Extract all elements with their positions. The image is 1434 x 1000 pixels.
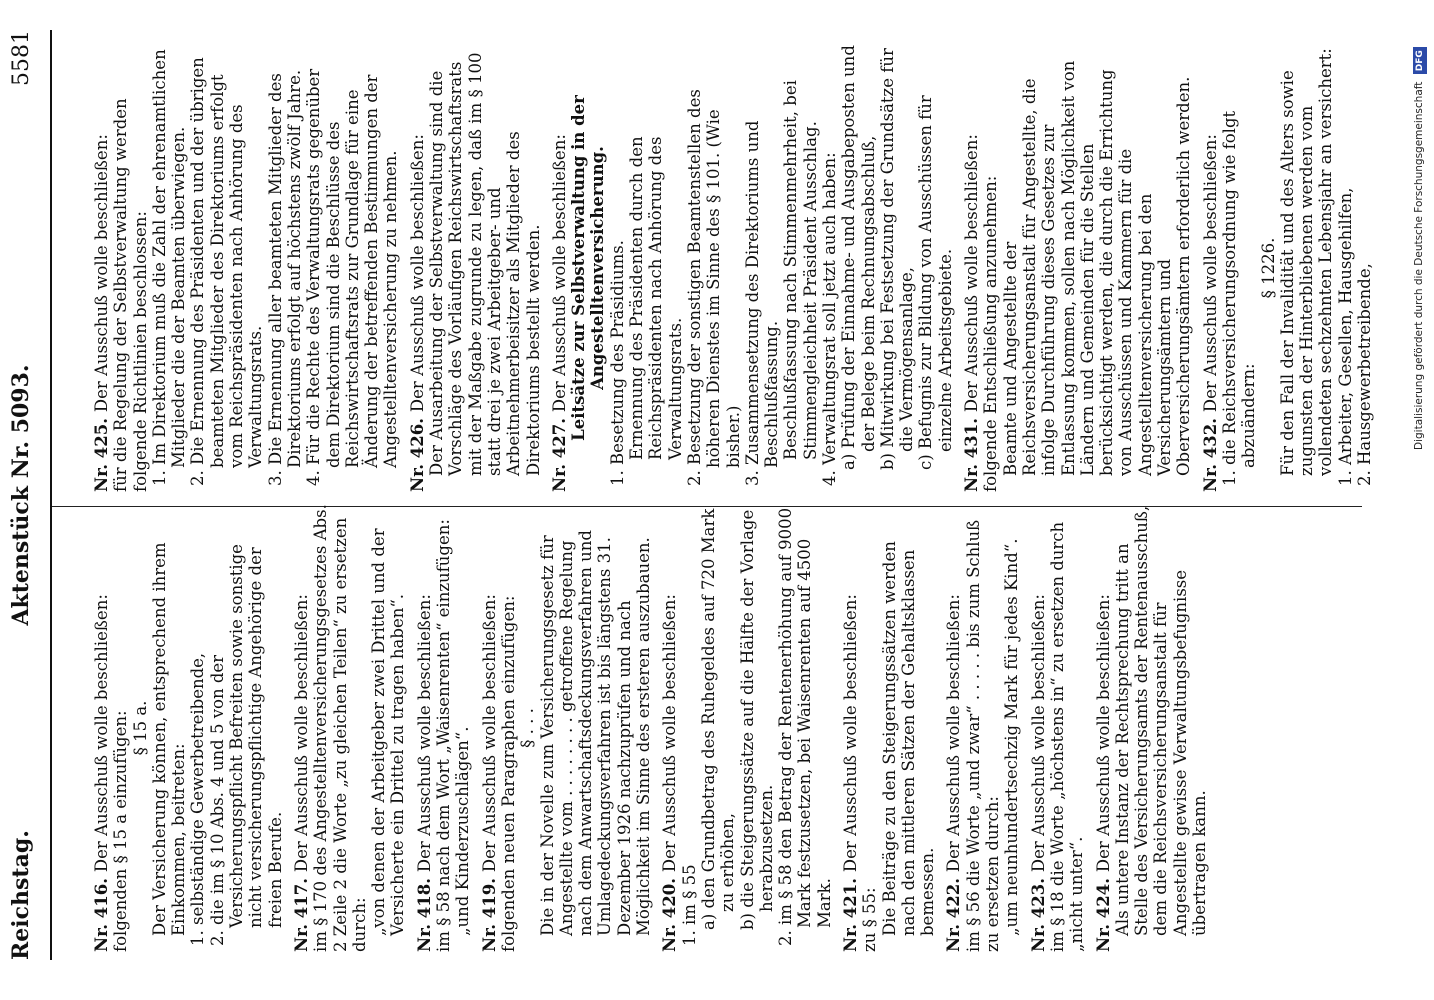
motion-text <box>518 504 537 952</box>
motion-number: Nr. 426. <box>407 418 427 492</box>
motion-line: im § 18 die Worte „höchstens in“ zu ersetzen durch „nicht unter“. <box>1047 521 1087 952</box>
motion-line: Beamte und Angestellte der Reichsversicherungsanstalt für Angestellte, die infolge Durchführung dieses Gesetzes zur Entlassung kommen, sollen nach Möglichkeit von Ländern und Gemeinden für die Stellen berücksichtigt werden, die durch die Errichtung von Ausschüssen und Kammern für die Angestelltenversicherung bei den Versicherungsämtern und Oberversicherungsämtern erforderlich werden. <box>1000 60 1194 476</box>
motion-line: 1. Arbeiter, Gesellen, Hausgehilfen, <box>1335 187 1355 486</box>
motion-text <box>111 504 130 952</box>
motion-text <box>608 44 627 492</box>
motion-line: folgende Entschließung anzunehmen: <box>981 175 1001 492</box>
motion-item <box>292 504 408 952</box>
motion-line: 1. selbständige Gewerbetreibende, <box>188 652 208 946</box>
motion-number: Nr. 432. <box>1200 418 1220 492</box>
motion-number: Nr. 425. <box>92 418 111 492</box>
motion-line: im § 170 des Angestelltenversicherungsgesetzes Abs. 2 Zeile 2 die Worte „zu gleichen Teilen“ zu ersetzen durch: <box>311 504 369 952</box>
motion-text <box>499 504 518 952</box>
motion-line: zu § 55: <box>860 887 880 952</box>
motion-text <box>304 44 400 492</box>
motion-item <box>92 44 401 492</box>
motion-text <box>685 44 743 492</box>
left-column <box>92 504 1216 952</box>
motion-line: § . . . <box>518 708 538 748</box>
motion-line: § 15 a. <box>130 700 150 756</box>
motion-line: b) die Steigerungssätze auf die Hälfte der Vorlage herabzusetzen. <box>737 509 776 930</box>
motion-number: Nr. 421. <box>840 878 860 952</box>
motion-line: Der Ausschuß wolle beschließen: <box>840 594 860 873</box>
motion-line: „um neunhundertsechzig Mark für jedes Kind“. <box>1002 538 1022 936</box>
motion-item <box>480 504 654 952</box>
motion-line: 4. Verwaltungsrat soll jetzt auch haben: <box>819 152 839 486</box>
motion-text <box>1113 504 1209 952</box>
motion-line: b) Mitwirkung bei Festsetzung der Grundsätze für die Vermögensanlage, <box>877 48 917 470</box>
motion-intro <box>408 44 427 492</box>
motion-line: Der Ausschuß wolle beschließen: <box>962 134 982 413</box>
motion-item <box>962 44 1194 492</box>
motion-item <box>1094 504 1210 952</box>
motion-text <box>266 44 305 492</box>
motion-intro <box>1029 504 1048 952</box>
motion-line: folgenden neuen Paragraphen einzufügen: <box>498 595 518 952</box>
motion-text <box>150 504 189 952</box>
motion-line: Der Ausschuß wolle beschließen: <box>1028 594 1048 873</box>
motion-text <box>150 44 189 492</box>
motion-text <box>839 44 878 492</box>
motion-line: Der Ausschuß wolle beschließen: <box>291 594 311 873</box>
motion-text <box>880 504 938 952</box>
motion-text <box>1259 44 1278 492</box>
motion-intro <box>92 504 111 952</box>
page-header <box>8 30 52 960</box>
motion-intro <box>1094 504 1113 952</box>
motion-line: folgenden § 15 a einzufügen: <box>111 710 131 952</box>
motion-intro <box>841 504 860 952</box>
motion-line: Die in der Novelle zum Versicherungsgesetz für Angestellte vom . . . . . . . . getroffene Regelung nach dem Anwartschaftsdeckungsverfahren und Umlagedeckungsverfahren ist bis längstens 31. Dezember 1926 nachzuprüfen und nach Möglichkeit im Sinne des ersteren auszubauen. <box>537 530 654 936</box>
motion-text <box>111 44 150 492</box>
motion-number: Nr. 418. <box>414 878 434 952</box>
motion-line: c) Befugnis zur Bildung von Ausschüssen für einzelne Arbeitsgebiete. <box>916 95 955 470</box>
motion-line: Der Versicherung können, entsprechend ihrem Einkommen, beitreten: <box>149 542 189 936</box>
motion-line: Der Ausschuß wolle beschließen: <box>1093 594 1113 873</box>
side-note <box>1408 30 1430 450</box>
motion-line: „von denen der Arbeitgeber zwei Drittel und der Versicherte ein Drittel zu tragen haben“. <box>369 528 408 936</box>
motion-line: Ernennung des Präsidenten durch den Reichspräsidenten nach Anhörung des Verwaltungsrats. <box>627 136 685 460</box>
motion-text <box>916 44 955 492</box>
motion-line: Der Ausarbeitung der Selbstverwaltung sind die Vorschläge des Vorläufigen Reichswirtschaftsrats mit der Maßgabe zugrunde zu legen, daß im § 100 statt drei je zwei Arbeitgeber- und Arbeitnehmerbeisitzer als Mitglieder des Direktoriums bestellt werden. <box>427 52 543 476</box>
motion-item <box>550 44 955 492</box>
motion-text <box>699 504 738 952</box>
motion-text <box>776 504 834 952</box>
motion-text <box>208 504 285 952</box>
motion-intro <box>92 44 111 492</box>
motion-item <box>408 44 543 492</box>
motion-line: 2. Die Ernennung des Präsidenten und der übrigen beamteten Mitglieder des Direktoriums erfolgt vom Reichspräsidenten nach Anhörung des Verwaltungsrats. <box>188 57 266 486</box>
motion-line: 2. Besetzung der sonstigen Beamtenstellen des höheren Dienstes im Sinne des § 101. (Wie bisher.) <box>684 89 743 486</box>
motion-number: Nr. 417. <box>291 878 311 952</box>
motion-text <box>743 44 782 492</box>
motion-item <box>660 504 834 952</box>
motion-text <box>860 504 879 952</box>
motion-text <box>878 44 917 492</box>
page-number: 5581 <box>9 30 34 86</box>
motion-line: im § 56 die Worte „und zwar“ . . . . . bis zum Schluß zu ersetzen durch: <box>963 519 1003 952</box>
motion-number: Nr. 420. <box>660 878 680 952</box>
motion-text <box>981 44 1000 492</box>
header-left: Reichstag. <box>8 830 34 960</box>
motion-number: Nr. 431. <box>962 418 982 492</box>
motion-line: Der Ausschuß wolle beschließen: <box>479 594 499 873</box>
motion-text <box>1048 504 1087 952</box>
dfg-logo: DFG <box>1413 47 1427 74</box>
motion-text <box>1220 44 1259 492</box>
motion-line: a) Prüfung der Einnahme- und Ausgabeposten und der Belege beim Rechnungsabschluß, <box>839 45 878 470</box>
right-column <box>92 44 1381 492</box>
motion-line: Als untere Instanz der Rechtsprechung tritt an Stelle des Versicherungsamts der Rentenausschuß, dem die Reichsversicherungsanstalt für Angestellte gewisse Verwaltungsbefugnisse übertragen kann. <box>1112 505 1210 936</box>
motion-line: Der Ausschuß wolle beschließen: <box>549 134 569 413</box>
motion-line: Für den Fall der Invalidität und des Alters sowie zugunsten der Hinterbliebenen werden vom vollendeten sechzehnten Lebensjahr an versichert: <box>1277 48 1336 476</box>
motion-text <box>1001 44 1194 492</box>
motion-number: Nr. 427. <box>549 418 569 492</box>
motion-line: 4. Für die Rechte des Verwaltungsrats gegenüber dem Direktorium sind die Beschlüsse des Reichswirtschaftsrats zur Grundlage für eine Änderung der betreffenden Bestimmungen der Angestelltenversicherung zu nehmen. <box>304 68 401 486</box>
header-title: Aktenstück Nr. 5093. <box>8 364 34 626</box>
motion-line: a) den Grundbetrag des Ruhegeldes auf 720 Mark zu erhöhen, <box>698 508 738 930</box>
motion-text <box>131 504 150 952</box>
motion-text <box>569 44 608 492</box>
motion-line: 1. die Reichsversicherungsordnung wie folgt abzuändern: <box>1219 110 1259 486</box>
motion-line: Der Ausschuß wolle beschließen: <box>92 134 111 413</box>
motion-number: Nr. 419. <box>479 878 499 952</box>
motion-text <box>1336 44 1355 492</box>
motion-item <box>841 504 937 952</box>
side-note-text: Digitalisierung gefördert durch die Deutsche Forschungsgemeinschaft <box>1413 81 1425 450</box>
motion-text <box>1278 44 1336 492</box>
motion-intro <box>660 504 679 952</box>
motion-intro <box>415 504 434 952</box>
motion-intro <box>480 504 499 952</box>
motion-text <box>964 504 1003 952</box>
motion-text <box>627 44 685 492</box>
motion-text <box>427 44 543 492</box>
motion-line: Der Ausschuß wolle beschließen: <box>1200 134 1220 413</box>
motion-text <box>1002 504 1021 952</box>
motion-item <box>1201 44 1375 492</box>
motion-line: im § 58 nach dem Wort „Waisenrenten“ einzufügen: <box>434 519 454 952</box>
motion-number: Nr. 422. <box>944 878 964 952</box>
motion-intro <box>944 504 963 952</box>
motion-text <box>781 44 820 492</box>
motion-line: 2. Hausgewerbetreibende, <box>1355 263 1374 486</box>
motion-text <box>453 504 472 952</box>
motion-text <box>311 504 369 952</box>
motion-line: 2. im § 58 den Betrag der Rentenerhöhung auf 9000 Mark festzusetzen, bei Waisenrenten auf 4500 Mark. <box>776 507 834 946</box>
motion-text <box>1355 44 1374 492</box>
motion-number: Nr. 424. <box>1093 878 1113 952</box>
motion-number: Nr. 416. <box>92 878 111 952</box>
motion-intro <box>292 504 311 952</box>
motion-line: Der Ausschuß wolle beschließen: <box>407 134 427 413</box>
motion-line: 3. Zusammensetzung des Direktoriums und Beschlußfassung. <box>742 120 782 486</box>
motion-text <box>188 44 265 492</box>
motion-line: § 1226. <box>1258 237 1278 299</box>
motion-line: für die Regelung der Selbstverwaltung werden folgende Richtlinien beschlossen: <box>111 98 150 492</box>
motion-line: Der Ausschuß wolle beschließen: <box>660 594 680 873</box>
motion-line: 1. Besetzung des Präsidiums. <box>607 240 627 486</box>
motion-text <box>188 504 207 952</box>
motion-line: Der Ausschuß wolle beschließen: <box>92 594 111 873</box>
motion-number: Nr. 423. <box>1028 878 1048 952</box>
motion-text <box>680 504 699 952</box>
motion-line: „und Kinderzuschlägen“. <box>453 726 473 936</box>
motion-line: Die Beiträge zu den Steigerungssätzen werden nach den mittleren Sätzen der Gehaltsklassen bemessen. <box>879 541 938 936</box>
motion-line: 1. Im Direktorium muß die Zahl der ehrenamtlichen Mitglieder die der Beamten überwiegen. <box>149 49 189 486</box>
motion-text <box>369 504 408 952</box>
motion-text <box>538 504 654 952</box>
motion-item <box>415 504 473 952</box>
motion-line: 2. die im § 10 Abs. 4 und 5 von der Versicherungspflicht Befreiten sowie sonstige nicht versicherungspflichtige Angehörige der freien Berufe. <box>207 544 285 946</box>
motion-line: Leitsätze zur Selbstverwaltung in der Angestelltenversicherung. <box>569 95 608 441</box>
motion-item <box>92 504 285 952</box>
motion-intro <box>1201 44 1220 492</box>
motion-intro <box>550 44 569 492</box>
motion-text <box>820 44 839 492</box>
motion-item <box>944 504 1021 952</box>
motion-item <box>1029 504 1087 952</box>
motion-intro <box>962 44 981 492</box>
motion-line: Beschlußfassung nach Stimmenmehrheit, bei Stimmengleichheit Präsident Ausschlag. <box>781 80 820 460</box>
motion-line: 3. Die Ernennung aller beamteten Mitglieder des Direktoriums erfolgt auf höchstens zwölf Jahre. <box>265 69 304 486</box>
motion-line: Der Ausschuß wolle beschließen: <box>414 594 434 873</box>
motion-line: 1. im § 55 <box>679 864 699 946</box>
motion-text <box>434 504 453 952</box>
motion-text <box>738 504 777 952</box>
motion-line: Der Ausschuß wolle beschließen: <box>944 594 964 873</box>
